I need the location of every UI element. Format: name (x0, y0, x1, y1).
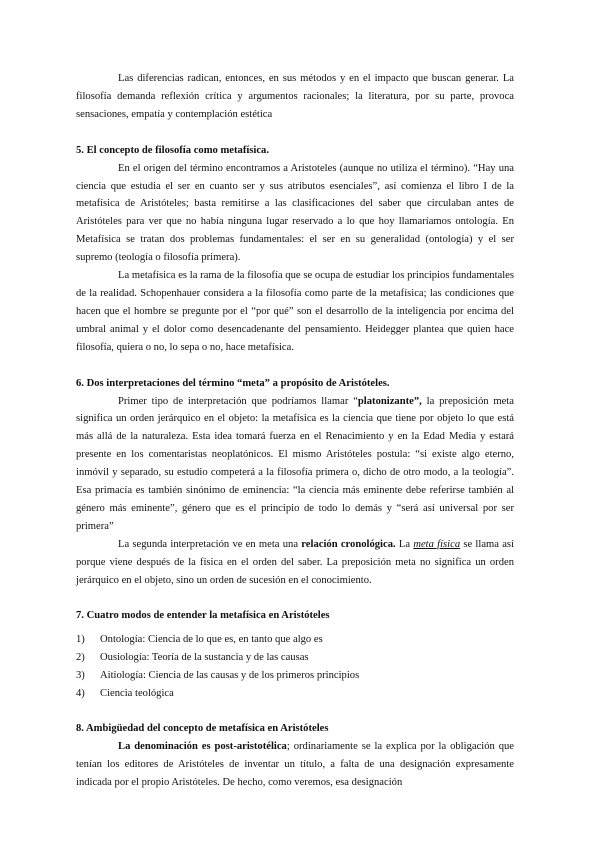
platonizante-term: platonizante”, (357, 395, 422, 407)
list-item (76, 631, 514, 649)
section-5-paragraph-2: La metafísica es la rama de la filosofía que se ocupa de estudiar los principios fundamentales de la realidad. Schopenhauer considera a la filosofía como parte de la metafísica; las condiciones que hacen que el hombre se pregunte por el “por qué” son el desarrollo de la inteligencia por encima del umbral animal y el dolor como desencadenante del pensamiento. Heidegger plantea que quien hace filosofía, quiera o no, lo sepa o no, hace metafísica. (76, 270, 514, 353)
section-6-p2-start: La segunda interpretación ve en meta una (118, 538, 302, 550)
section-6-p2-rest: se llama así porque viene después de la física en el orden del saber. La preposición meta no significa un orden jerárquico en el objeto, sino un orden de sucesión en el conocimiento. (76, 538, 514, 586)
relacion-cronologica-term: relación cronológica. (301, 538, 396, 550)
intro-paragraph: Las diferencias radican, entonces, en sus métodos y en el impacto que buscan generar. La filosofía demanda reflexión crítica y argumentos racionales; la literatura, por su parte, provoca sensaciones, empatía y contemplación estética (76, 73, 514, 120)
denominacion-term: La denominación es post-aristotélica (118, 740, 287, 752)
section-6-p1-start: Primer tipo de interpretación que podríamos llamar “ (118, 395, 358, 407)
section-8-heading: 8. Ambigüedad del concepto de metafísica en Aristóteles (76, 723, 329, 734)
list-item-text: Ciencia teológica (100, 688, 174, 700)
modes-list (76, 631, 514, 703)
section-7-heading: 7. Cuatro modos de entender la metafísica en Aristóteles (76, 610, 330, 622)
section-8-p1-rest: ; ordinariamente se la explica por la obligación que tenían los editores de Aristóteles de inventar un título, a falta de una designación expresamente indicada por el propio Aristóteles. De hecho, como veremos, esa designación (76, 740, 515, 788)
list-item (76, 685, 514, 703)
list-item-number: 2) (76, 652, 85, 664)
section-8-paragraph-1 (76, 738, 514, 792)
section-6-heading: 6. Dos interpretaciones del término “meta” a propósito de Aristóteles. (76, 377, 390, 389)
section-6-p1-rest: la preposición meta significa un orden jerárquico en el objeto: la metafísica es la ciencia que tiene por objeto lo que está más allá de la naturaleza. Esta idea tomará fuerza en el Renacimiento y en la Edad Media y estará presente en los comentaristas neoplatónicos. El mismo Aristóteles postula: “si existe algo eterno, inmóvil y separado, su estudio competerá a la filosofía primera o, dicho de otro modo, a la teología”. Esa primacía es también sinónimo de eminencia: “la ciencia más eminente debe referirse también al género más eminente”, género que es el principio de todo lo demás y “será así universal por ser primera” (76, 395, 514, 532)
section-6-p2-mid: La (395, 538, 414, 550)
list-item (76, 667, 514, 685)
section-5-heading: 5. El concepto de filosofía como metafísica. (76, 144, 270, 156)
list-item-text: Ontología: Ciencia de lo que es, en tanto que algo es (100, 634, 323, 646)
list-item-number: 3) (76, 670, 85, 682)
list-item-text: Aitiología: Ciencia de las causas y de los primeros principios (100, 670, 360, 682)
section-6-paragraph-1 (76, 393, 514, 536)
list-item-number: 1) (76, 634, 85, 646)
list-item-number: 4) (76, 688, 85, 700)
meta-fisica-term: meta física (413, 538, 461, 550)
section-6-paragraph-2 (76, 536, 514, 590)
section-5-paragraph-1: En el origen del término encontramos a Aristoteles (aunque no utiliza el término). “Hay una ciencia que estudia el ser en cuanto ser y sus atributos esenciales”, así comienza el libro I de la metafísica de Aristóteles; basta remitirse a las clasificaciones del saber que circulaban antes de Aristóteles para ver que no había ninguna lugar reservado a lo que hoy llamaríamos ontología. En Metafísica se tratan dos problemas fundamentales: el ser en su generalidad (ontología) y el ser supremo (teología o filosofía primera). (76, 162, 514, 264)
list-item-text: Ousiología: Teoría de la sustancia y de las causas (100, 652, 309, 664)
list-item (76, 649, 514, 667)
